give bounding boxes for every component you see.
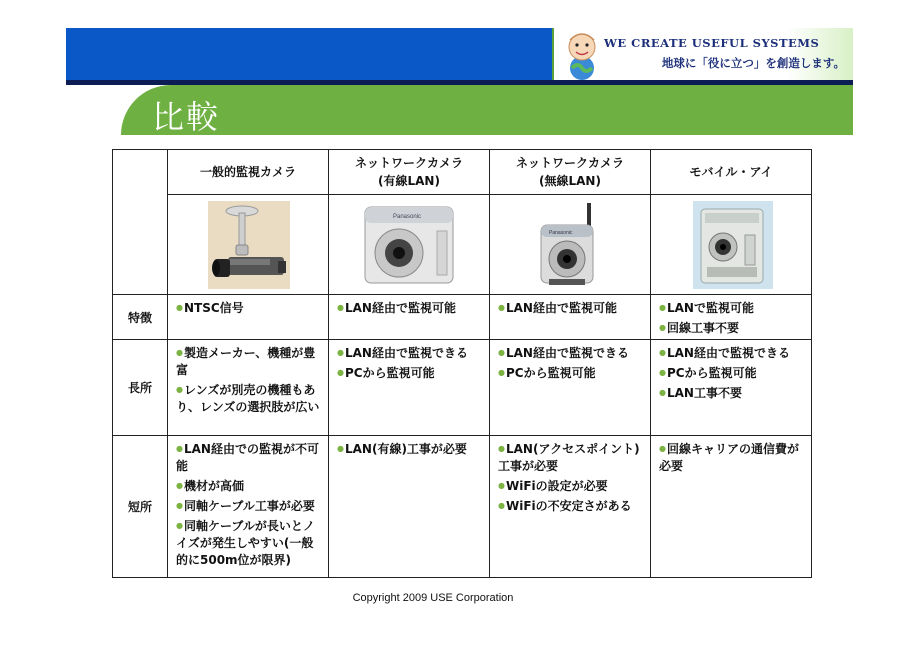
list-item: ●LAN経由で監視可能 (337, 301, 456, 315)
header-blue-band (66, 28, 552, 80)
company-logo-banner (552, 28, 853, 80)
list-item: ●製造メーカー、機種が豊富 (176, 346, 316, 377)
list-item: ●LAN工事不要 (659, 386, 742, 400)
list-item: ●LAN経由で監視可能 (498, 301, 617, 315)
mascot-character-icon (558, 28, 606, 80)
list-item: ●NTSC信号 (176, 301, 244, 315)
row-label: 特徴 (113, 295, 168, 340)
column-header-wired-camera: ネットワークカメラ (有線LAN) (329, 150, 490, 195)
list-item: ●回線キャリアの通信費が必要 (659, 442, 799, 473)
table-cell (168, 295, 329, 340)
list-item: ●PCから監視可能 (498, 366, 596, 380)
column-header-cctv: 一般的監視カメラ (168, 150, 329, 195)
table-cell (490, 295, 651, 340)
image-cell-cctv (168, 195, 329, 295)
column-header-mobile-eye: モバイル・アイ (651, 150, 812, 195)
table-image-row (113, 195, 812, 295)
list-item: ●WiFiの設定が必要 (498, 479, 608, 493)
table-cell (651, 436, 812, 578)
list-item: ●LAN経由で監視できる (498, 346, 629, 360)
table-header-row (113, 150, 812, 195)
list-item: ●PCから監視可能 (337, 366, 435, 380)
list-item: ●WiFiの不安定さがある (498, 499, 632, 513)
table-cell (651, 340, 812, 436)
table-row-disadvantages (113, 436, 812, 578)
image-cell-wireless-camera (490, 195, 651, 295)
list-item: ●LAN経由で監視できる (337, 346, 468, 360)
table-cell (651, 295, 812, 340)
list-item: ●レンズが別売の機種もあり、レンズの選択肢が広い (176, 383, 320, 414)
mobile-eye-camera-icon (693, 201, 773, 289)
wireless-network-camera-icon (535, 203, 605, 289)
copyright-footer: Copyright 2009 USE Corporation (352, 592, 514, 604)
slogan-japanese: 地球に「役に立つ」を創造します。 (661, 56, 845, 70)
list-item: ●PCから監視可能 (659, 366, 757, 380)
table-cell (490, 436, 651, 578)
list-item: ●同軸ケーブル工事が必要 (176, 499, 315, 513)
table-row-advantages (113, 340, 812, 436)
slogan-english: WE CREATE USEFUL SYSTEMS (604, 36, 820, 50)
table-cell (329, 295, 490, 340)
column-header-wireless-camera: ネットワークカメラ (無線LAN) (490, 150, 651, 195)
table-cell (168, 340, 329, 436)
table-cell (168, 436, 329, 578)
list-item: ●LAN経由で監視できる (659, 346, 790, 360)
image-cell-mobile-eye (651, 195, 812, 295)
row-label: 短所 (113, 436, 168, 578)
table-cell (329, 340, 490, 436)
list-item: ●LANで監視可能 (659, 301, 754, 315)
list-item: ●LAN(アクセスポイント)工事が必要 (498, 442, 640, 473)
table-cell (329, 436, 490, 578)
table-corner-cell (113, 150, 168, 295)
list-item: ●LAN経由での監視が不可能 (176, 442, 319, 473)
image-cell-wired-camera (329, 195, 490, 295)
list-item: ●機材が高価 (176, 479, 244, 493)
list-item: ●LAN(有線)工事が必要 (337, 442, 467, 456)
row-label: 長所 (113, 340, 168, 436)
comparison-table (112, 149, 812, 578)
list-item: ●同軸ケーブルが長いとノイズが発生しやすい(一般的に500m位が限界) (176, 519, 315, 567)
table-cell (490, 340, 651, 436)
svg-text:Panasonic: Panasonic (549, 230, 573, 236)
list-item: ●回線工事不要 (659, 321, 739, 335)
page-title: 比較 (152, 98, 221, 136)
wired-network-camera-icon (359, 201, 459, 289)
cctv-camera-icon (208, 201, 290, 289)
svg-text:Panasonic: Panasonic (393, 214, 422, 220)
table-row-features (113, 295, 812, 340)
